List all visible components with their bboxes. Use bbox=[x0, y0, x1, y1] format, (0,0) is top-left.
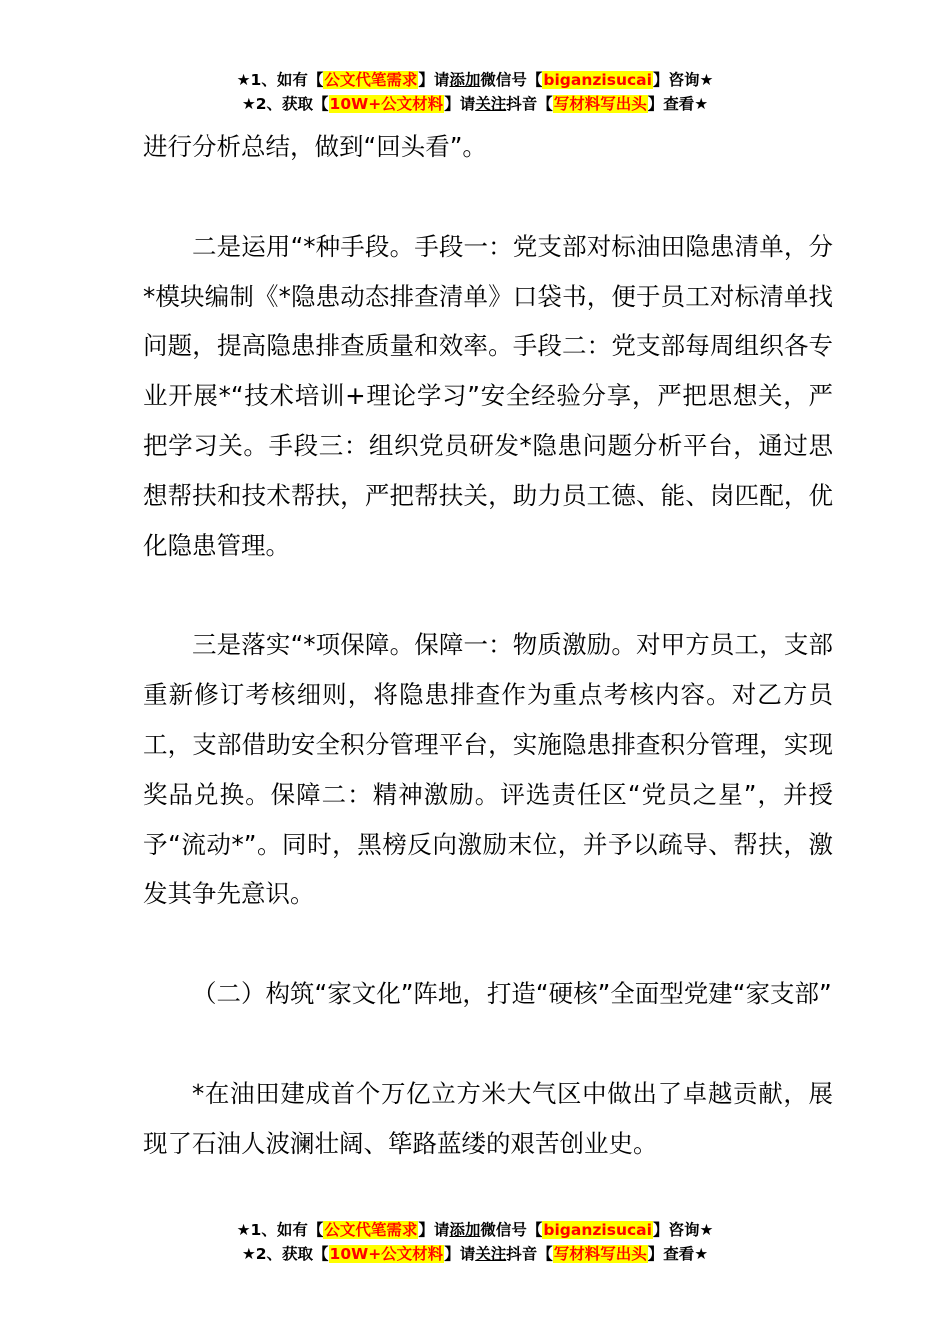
footer-banner bbox=[0, 1218, 950, 1266]
paragraph-three: 三是落实“*项保障。保障一：物质激励。对甲方员工，支部重新修订考核细则，将隐患排查作为重点考核内容。对乙方员工，支部借助安全积分管理平台，实施隐患排查积分管理，实现奖品兑换。保障二：精神激励。评选责任区“党员之星”，并授予“流动*”。同时，黑榜反向激励末位，并予以疏导、帮扶，激发其争先意识。 bbox=[143, 630, 833, 909]
footer-line-1: ★1、如有【公文代笔需求】请添加微信号【biganzisucai】咨询★ bbox=[236, 1221, 714, 1239]
paragraph-four: *在油田建成首个万亿立方米大气区中做出了卓越贡献，展现了石油人波澜壮阔、筚路蓝缕的艰苦创业史。 bbox=[143, 1078, 833, 1158]
highlight-materials: 10W+公文材料 bbox=[329, 95, 444, 113]
section-heading: （二）构筑“家文化”阵地，打造“硬核”全面型党建“家支部” bbox=[192, 979, 832, 1009]
header-line-2: ★2、获取【10W+公文材料】请关注抖音【写材料写出头】查看★ bbox=[241, 95, 709, 113]
paragraph-continuation: 进行分析总结，做到“回头看”。 bbox=[143, 132, 487, 161]
highlight-douyin-account: 写材料写出头 bbox=[553, 95, 647, 113]
header-banner bbox=[0, 68, 950, 116]
document-body bbox=[143, 122, 833, 1169]
highlight-service: 公文代笔需求 bbox=[324, 71, 418, 89]
footer-line-2: ★2、获取【10W+公文材料】请关注抖音【写材料写出头】查看★ bbox=[241, 1245, 709, 1263]
paragraph-two: 二是运用“*种手段。手段一：党支部对标油田隐患清单，分*模块编制《*隐患动态排查清单》口袋书，便于员工对标清单找问题，提高隐患排查质量和效率。手段二：党支部每周组织各专业开展*“技术培训+理论学习”安全经验分享，严把思想关，严把学习关。手段三：组织党员研发*隐患问题分析平台，通过思想帮扶和技术帮扶，严把帮扶关，助力员工德、能、岗匹配，优化隐患管理。 bbox=[143, 231, 833, 560]
header-line-1: ★1、如有【公文代笔需求】请添加微信号【biganzisucai】咨询★ bbox=[236, 71, 714, 89]
highlight-wechat-id: biganzisucai bbox=[543, 71, 652, 89]
